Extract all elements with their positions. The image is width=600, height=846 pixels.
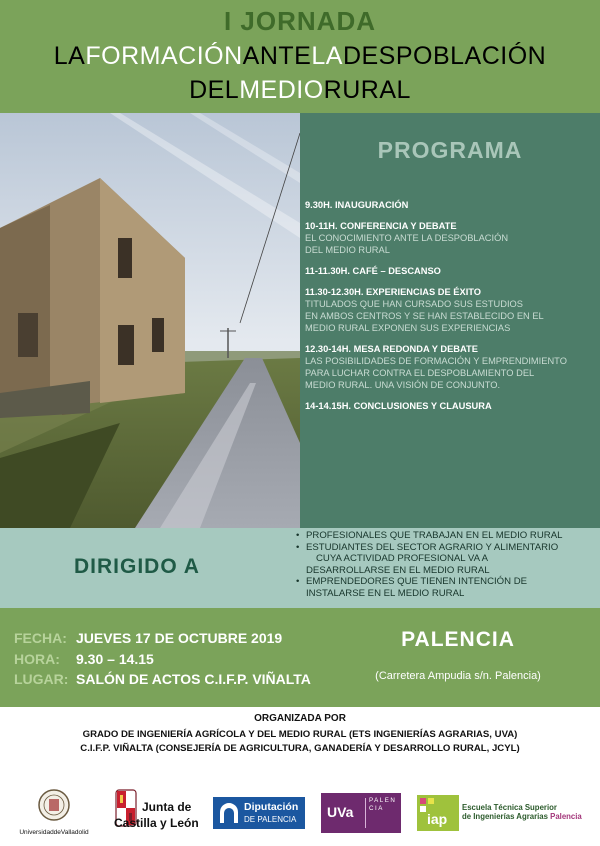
- title-banner: [0, 0, 600, 113]
- iap-logo: iap: [417, 795, 459, 831]
- program-item: [305, 400, 597, 412]
- program-list: [305, 199, 597, 421]
- organizers-title: ORGANIZADA POR: [254, 713, 346, 724]
- program-item-desc: EN AMBOS CENTROS Y SE HAN ESTABLECIDO EN EL: [305, 311, 544, 321]
- date-value: JUEVES 17 DE OCTUBRE 2019: [76, 630, 283, 646]
- event-title-line-1: LAFORMACIÓNANTELADESPOBLACIÓN: [53, 42, 547, 70]
- program-item: [305, 220, 597, 256]
- program-item-desc: LAS POSIBILIDADES DE FORMACIÓN Y EMPRENDIMIENTO: [305, 356, 567, 366]
- venue-row: [14, 671, 311, 687]
- audience-title: DIRIGIDO A: [74, 555, 200, 578]
- program-item-desc: TITULADOS QUE HAN CURSADO SUS ESTUDIOS: [305, 299, 523, 309]
- program-item-time: 10-11H. CONFERENCIA Y DEBATE: [305, 221, 457, 231]
- organizers-section: [0, 713, 600, 756]
- uva-seal-logo: UniversidaddeValladolid: [14, 788, 94, 836]
- arch-icon: [217, 801, 241, 825]
- venue-address: (Carretera Ampudia s/n. Palencia): [375, 670, 541, 682]
- audience-item: • ESTUDIANTES DEL SECTOR AGRARIO Y ALIMENTARIO CUYA ACTIVIDAD PROFESIONAL VA A DESARROLLARSE EN EL MEDIO RURAL: [296, 542, 596, 577]
- audience-item: • PROFESIONALES QUE TRABAJAN EN EL MEDIO RURAL: [296, 530, 596, 542]
- rural-house-road-photo: [0, 113, 300, 528]
- etsia-logo-text: Escuela Técnica Superior de Ingenierías Agrarias Palencia: [462, 803, 582, 821]
- event-title-line-2: DELMEDIORURAL: [189, 76, 411, 104]
- program-title: PROGRAMA: [377, 137, 523, 163]
- jcyl-logo: Junta de Castilla y León: [114, 786, 194, 836]
- organizer-line: GRADO DE INGENIERÍA AGRÍCOLA Y DEL MEDIO RURAL (ETS INGENIERÍAS AGRARIAS, UVA): [82, 729, 518, 740]
- diputacion-palencia-logo: Diputación DE PALENCIA: [213, 797, 305, 829]
- audience-list: [296, 530, 596, 600]
- program-item-desc: DEL MEDIO RURAL: [305, 245, 390, 255]
- program-item-time: 14-14.15H. CONCLUSIONES Y CLAUSURA: [305, 401, 492, 411]
- program-item: [305, 286, 597, 334]
- program-item-desc: PARA LUCHAR CONTRA EL DESPOBLAMIENTO DEL: [305, 368, 535, 378]
- program-panel: [300, 113, 600, 528]
- date-row: [14, 630, 282, 646]
- time-value: 9.30 – 14.15: [76, 651, 154, 667]
- organizer-line: C.I.F.P. VIÑALTA (CONSEJERÍA DE AGRICULTURA, GANADERÍA Y DESARROLLO RURAL, JCYL): [80, 743, 520, 754]
- city-name: PALENCIA: [401, 628, 515, 651]
- time-row: [14, 651, 154, 667]
- program-item-time: 11.30-12.30H. EXPERIENCIAS DE ÉXITO: [305, 287, 482, 297]
- program-item-desc: EL CONOCIMIENTO ANTE LA DESPOBLACIÓN: [305, 233, 509, 243]
- program-item-desc: MEDIO RURAL EXPONEN SUS EXPERIENCIAS: [305, 323, 511, 333]
- time-label: HORA:: [14, 651, 60, 667]
- program-item-time: 11-11.30H. CAFÉ – DESCANSO: [305, 266, 441, 276]
- seal-icon: [14, 788, 94, 824]
- event-edition-title: I JORNADA: [223, 6, 376, 36]
- program-item: [305, 199, 597, 211]
- program-item-desc: MEDIO RURAL. UNA VISIÓN DE CONJUNTO.: [305, 380, 501, 390]
- audience-panel: [0, 528, 600, 608]
- uva-palencia-logo: UVa PALENCIA: [321, 793, 401, 833]
- date-label: FECHA:: [14, 630, 67, 646]
- program-item-time: 9.30H. INAUGURACIÓN: [305, 200, 409, 210]
- divider: [365, 798, 366, 828]
- event-details-panel: [0, 608, 600, 707]
- audience-item: • EMPRENDEDORES QUE TIENEN INTENCIÓN DE INSTALARSE EN EL MEDIO RURAL: [296, 576, 596, 599]
- program-item: [305, 265, 597, 277]
- program-item-time: 12.30-14H. MESA REDONDA Y DEBATE: [305, 344, 478, 354]
- program-item: [305, 343, 597, 391]
- venue-label: LUGAR:: [14, 671, 69, 687]
- venue-value: SALÓN DE ACTOS C.I.F.P. VIÑALTA: [76, 671, 311, 687]
